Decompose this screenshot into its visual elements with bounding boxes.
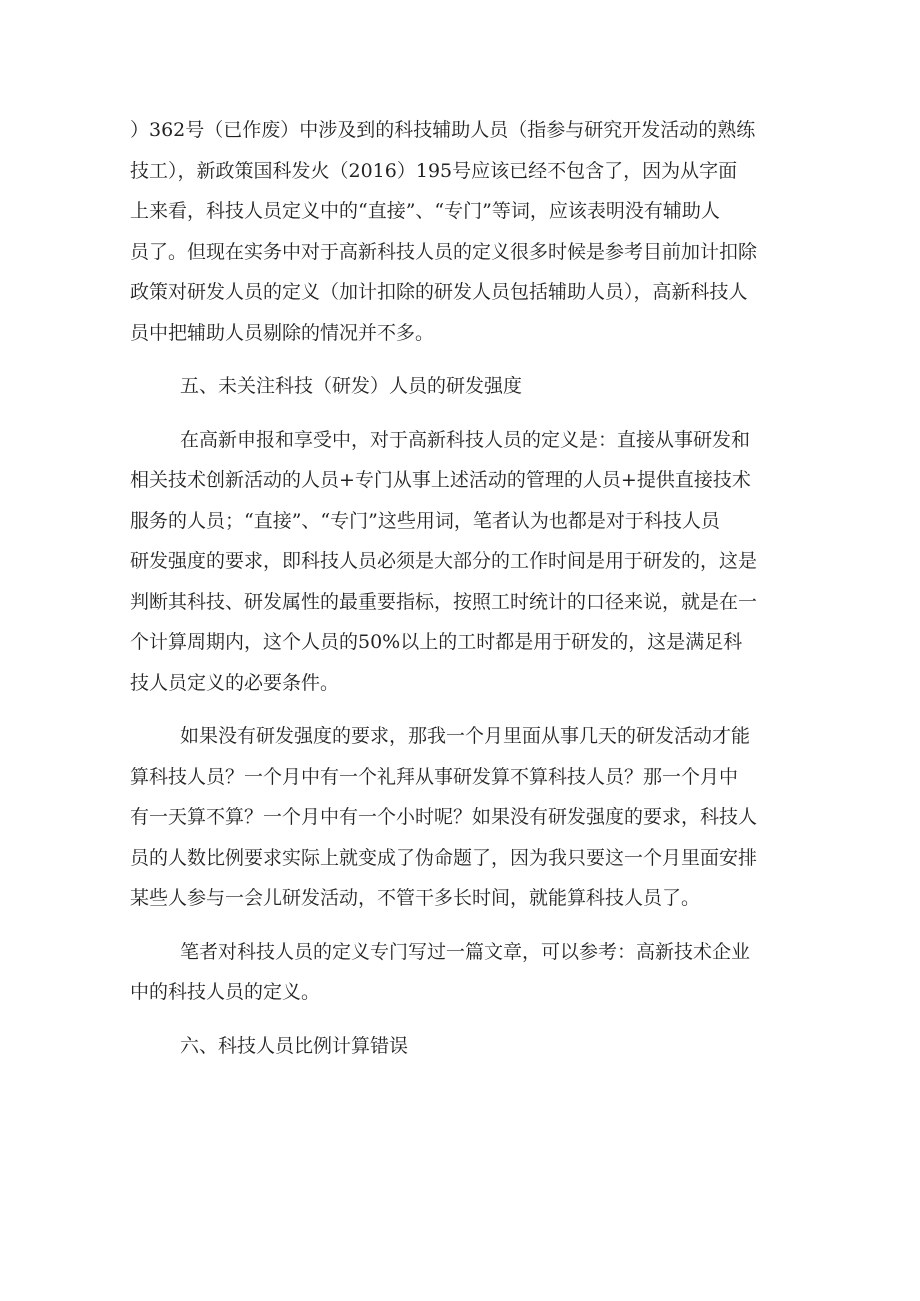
text-line: 中的科技人员的定义。 [130,981,321,1003]
text-line: 笔者对科技人员的定义专门写过一篇文章，可以参考：高新技术企业 [180,940,751,963]
text-line: 上来看，科技人员定义中的“直接”、“专门”等词，应该表明没有辅助人 [130,200,720,222]
text-line: 个计算周期内，这个人员的50%以上的工时都是用于研发的，这是满足科 [130,631,743,653]
section-heading-six: 六、科技人员比例计算错误 [180,1034,409,1057]
text-line: 算科技人员？一个月中有一个礼拜从事研发算不算科技人员？那一个月中 [130,765,739,788]
text-line: 如果没有研发强度的要求，那我一个月里面从事几天的研发活动才能 [180,725,751,747]
text-line: 服务的人员；“直接”、“专门”这些用词，笔者认为也都是对于科技人员 [130,509,720,532]
text-line: 员中把辅助人员剔除的情况并不多。 [130,321,435,344]
text-line: 某些人参与一会儿研发活动，不管干多长时间，就能算科技人员了。 [130,887,701,909]
text-line: 有一天算不算？一个月中有一个小时呢？如果没有研发强度的要求，科技人 [130,806,758,828]
text-line: ）362号（已作废）中涉及到的科技辅助人员（指参与研究开发活动的熟练 [130,119,756,141]
document-page [130,110,795,1066]
text-line: 员的人数比例要求实际上就变成了伪命题了，因为我只要这一个月里面安排 [130,846,758,869]
paragraph-reference [130,932,795,1013]
text-line: 判断其科技、研发属性的最重要指标，按照工时统计的口径来说，就是在一 [130,590,758,613]
paragraph-continuation [130,110,795,353]
paragraph-research-intensity [130,420,795,704]
text-line: 技工），新政策国科发火（2016）195号应该已经不包含了，因为从字面 [130,159,738,182]
text-line: 技人员定义的必要条件。 [130,671,340,694]
text-line: 在高新申报和享受中，对于高新科技人员的定义是：直接从事研发和 [180,428,751,451]
text-line: 研发强度的要求，即科技人员必须是大部分的工作时间是用于研发的，这是 [130,550,758,572]
paragraph-questions [130,716,795,919]
text-line: 政策对研发人员的定义（加计扣除的研发人员包括辅助人员），高新科技人 [130,281,748,303]
section-heading-five: 五、未关注科技（研发）人员的研发强度 [180,375,523,397]
text-line: 相关技术创新活动的人员+专门从事上述活动的管理的人员+提供直接技术 [130,469,751,491]
text-line: 员了。但现在实务中对于高新科技人员的定义很多时候是参考目前加计扣除 [130,240,758,263]
